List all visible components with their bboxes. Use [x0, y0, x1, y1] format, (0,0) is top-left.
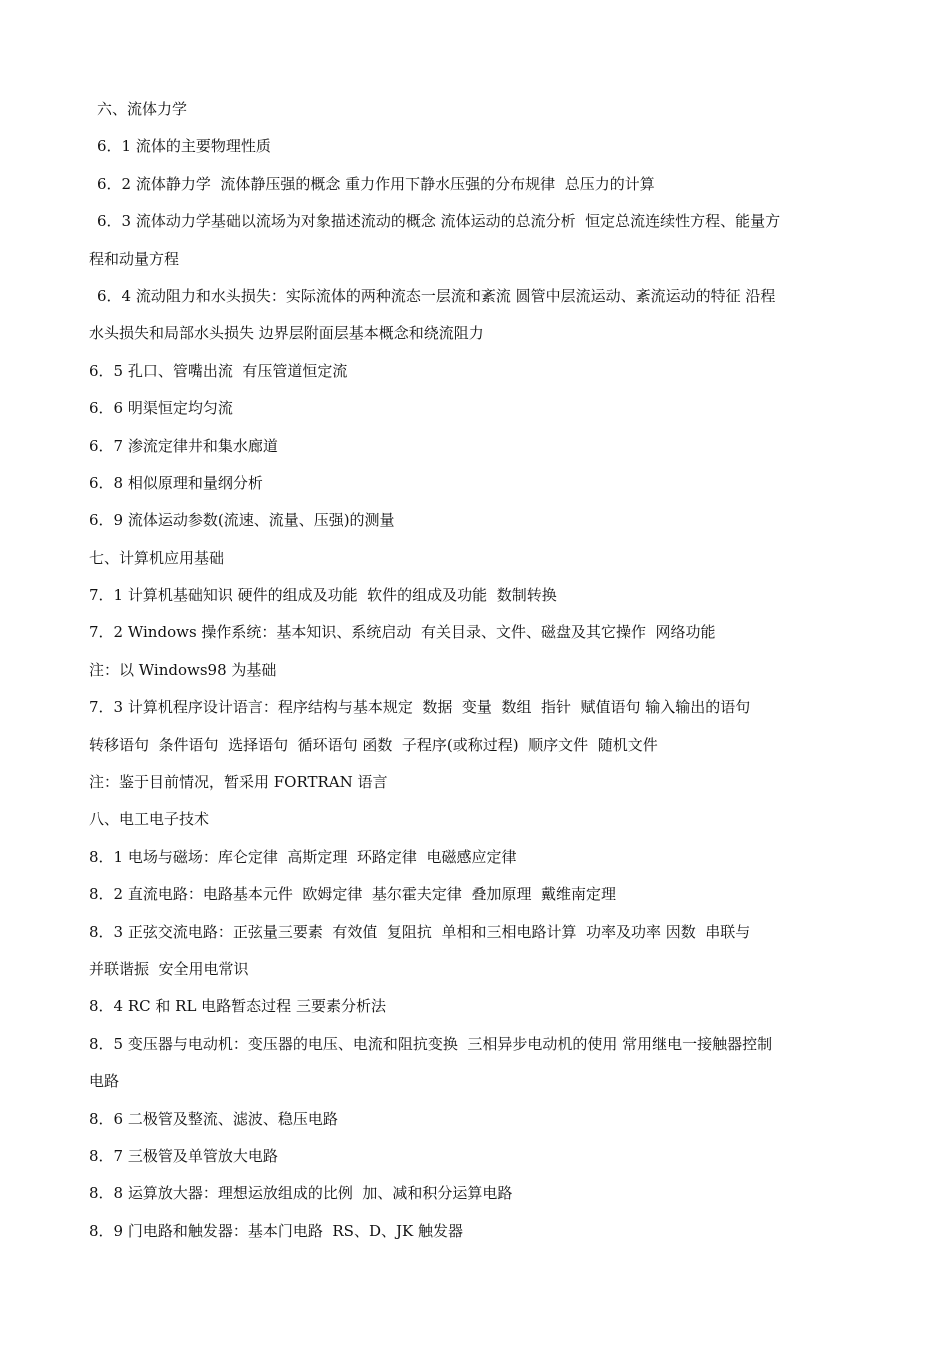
item-6-7: 6．7 渗流定律井和集水廊道: [89, 436, 278, 455]
item-8-4: 8．4 RC 和 RL 电路暂态过程 三要素分析法: [89, 997, 386, 1016]
item-6-3: 6．3 流体动力学基础以流场为对象描述流动的概念 流体运动的总流分析 恒定总流连续性方程、能量方: [97, 212, 781, 231]
item-7-3: 7．3 计算机程序设计语言：程序结构与基本规定 数据 变量 数组 指针 赋值语句 输入输出的语句: [89, 698, 751, 717]
section-heading-computer-basics: 七、计算机应用基础: [89, 548, 225, 567]
item-8-3-continued: 并联谐振 安全用电常识: [89, 959, 249, 978]
document-body: [0, 91, 950, 1250]
item-7-2: 7．2 Windows 操作系统：基本知识、系统启动 有关目录、文件、磁盘及其它操作 网络功能: [89, 623, 716, 642]
item-8-9: 8．9 门电路和触发器：基本门电路 RS、D、JK 触发器: [89, 1221, 463, 1240]
item-6-8: 6．8 相似原理和量纲分析: [89, 473, 263, 492]
item-8-1: 8．1 电场与磁场：库仑定律 高斯定理 环路定律 电磁感应定律: [89, 847, 517, 866]
item-7-1: 7．1 计算机基础知识 硬件的组成及功能 软件的组成及功能 数制转换: [89, 586, 557, 605]
item-8-3: 8．3 正弦交流电路：正弦量三要素 有效值 复阻抗 单相和三相电路计算 功率及功率 因数 串联与: [89, 922, 751, 941]
item-6-4-continued: 水头损失和局部水头损失 边界层附面层基本概念和绕流阻力: [89, 324, 484, 343]
item-8-5: 8．5 变压器与电动机：变压器的电压、电流和阻抗变换 三相异步电动机的使用 常用继电一接触器控制: [89, 1034, 773, 1053]
item-8-8: 8．8 运算放大器：理想运放组成的比例 加、减和积分运算电路: [89, 1184, 513, 1203]
item-8-5-continued: 电路: [89, 1072, 120, 1091]
item-8-7: 8．7 三极管及单管放大电路: [89, 1146, 278, 1165]
item-8-6: 8．6 二极管及整流、滤波、稳压电路: [89, 1109, 338, 1128]
item-6-4: 6．4 流动阻力和水头损失：实际流体的两种流态一层流和紊流 圆管中层流运动、紊流运动的特征 沿程: [97, 286, 776, 305]
section-heading-electronics: 八、电工电子技术: [89, 810, 210, 829]
item-8-2: 8．2 直流电路：电路基本元件 欧姆定律 基尔霍夫定律 叠加原理 戴维南定理: [89, 885, 617, 904]
item-6-9: 6．9 流体运动参数(流速、流量、压强)的测量: [89, 511, 395, 530]
item-6-5: 6．5 孔口、管嘴出流 有压管道恒定流: [89, 361, 348, 380]
item-6-3-continued: 程和动量方程: [89, 249, 180, 268]
item-6-6: 6．6 明渠恒定均匀流: [89, 399, 233, 418]
section-heading-fluid-mechanics: 六、流体力学: [97, 100, 188, 118]
item-6-2: 6．2 流体静力学 流体静压强的概念 重力作用下静水压强的分布规律 总压力的计算: [97, 174, 655, 193]
item-7-3-continued: 转移语句 条件语句 选择语句 循环语句 函数 子程序(或称过程) 顺序文件 随机文件: [89, 735, 658, 754]
note-fortran: 注：鉴于目前情况，暂采用 FORTRAN 语言: [89, 773, 388, 792]
note-windows98: 注：以 Windows98 为基础: [89, 660, 277, 679]
item-6-1: 6．1 流体的主要物理性质: [97, 137, 271, 156]
